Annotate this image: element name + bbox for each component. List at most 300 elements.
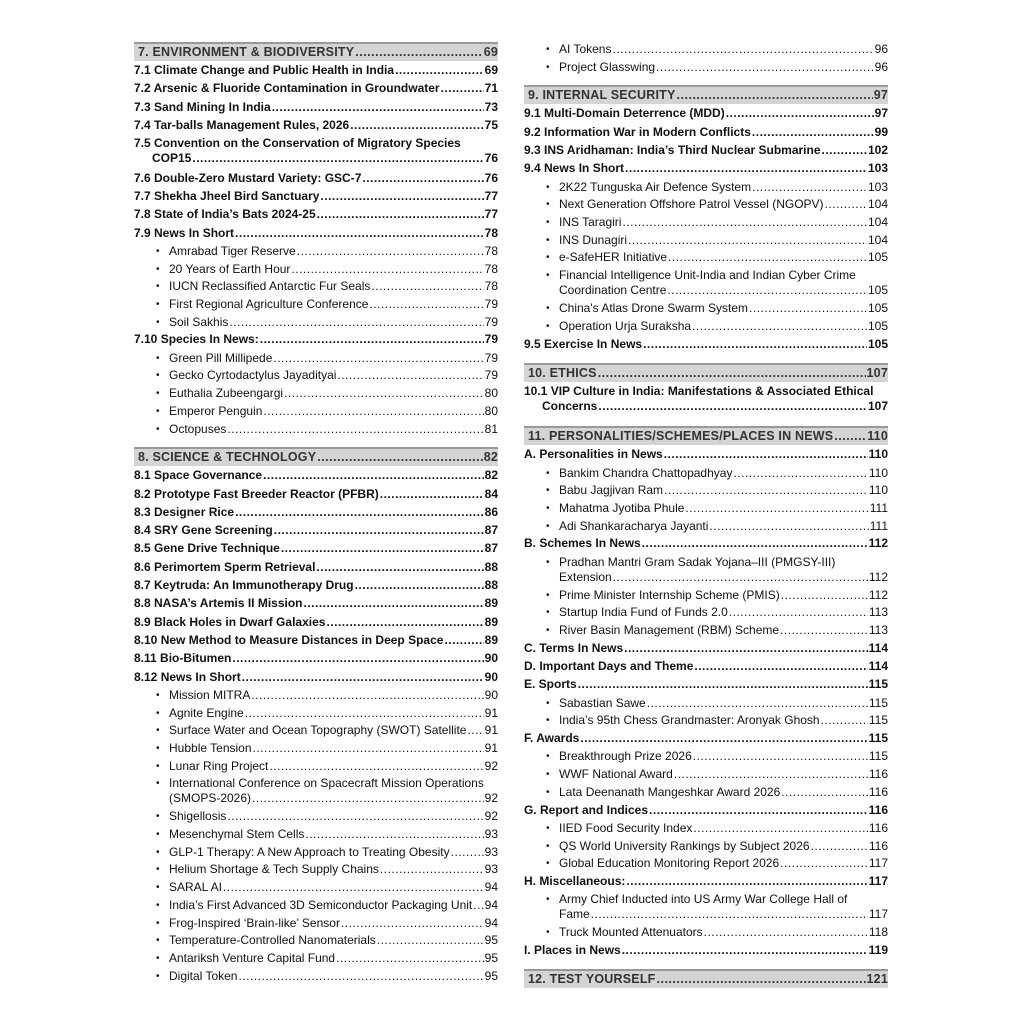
chapter-title: 7. ENVIRONMENT & BIODIVERSITY xyxy=(138,45,355,59)
entry-title: I. Places in News xyxy=(524,942,621,957)
entry-title-line2: Fame xyxy=(559,907,590,922)
toc-entry[interactable] xyxy=(134,505,498,520)
page-number: 82 xyxy=(483,450,498,465)
toc-entry[interactable] xyxy=(134,670,498,685)
page-number: 116 xyxy=(868,767,888,782)
leader-dots xyxy=(227,422,483,437)
toc-sub-entry[interactable] xyxy=(524,233,888,248)
entry-title: Sabastian Sawe xyxy=(559,695,646,710)
toc-entry[interactable] xyxy=(134,468,498,483)
leader-dots xyxy=(625,161,867,176)
entry-title: Gecko Cyrtodactylus Jayadityai xyxy=(169,368,337,383)
toc-sub-entry[interactable] xyxy=(524,42,888,57)
entry-title: Truck Mounted Attenuators xyxy=(559,925,703,940)
leader-dots xyxy=(694,659,867,674)
entry-title: Prime Minister Internship Scheme (PMIS) xyxy=(559,587,780,602)
entry-title-line2: Extension xyxy=(559,569,612,584)
entry-title-continued xyxy=(524,399,888,414)
page-number: 116 xyxy=(868,784,888,799)
page-number: 111 xyxy=(869,518,888,533)
bullet-icon: • xyxy=(546,927,550,939)
toc-sub-entry[interactable] xyxy=(524,483,888,498)
page-number: 78 xyxy=(484,279,498,294)
bullet-icon: • xyxy=(546,44,550,55)
entry-title: Emperor Penguin xyxy=(169,403,263,418)
page-number: 119 xyxy=(868,942,888,957)
chapter-heading[interactable] xyxy=(524,969,888,988)
page-number: 79 xyxy=(484,314,498,329)
toc-sub-entry[interactable] xyxy=(524,856,888,871)
toc-sub-entry[interactable] xyxy=(134,809,498,824)
toc-sub-entry[interactable] xyxy=(524,588,888,603)
leader-dots xyxy=(667,283,867,298)
toc-sub-entry[interactable] xyxy=(524,925,888,940)
entry-title: Financial Intelligence Unit-India and Indian Cyber Crime xyxy=(559,268,856,283)
page-number: 102 xyxy=(867,143,888,157)
leader-dots xyxy=(371,279,483,294)
bullet-icon: • xyxy=(546,786,550,798)
bullet-icon: • xyxy=(546,894,550,906)
leader-dots xyxy=(624,641,868,656)
entry-title: Mission MITRA xyxy=(169,687,251,702)
toc-entry[interactable] xyxy=(134,100,498,115)
toc-sub-entry[interactable] xyxy=(524,821,888,836)
toc-sub-entry[interactable] xyxy=(524,623,888,638)
leader-dots xyxy=(647,696,868,711)
page-number: 105 xyxy=(867,301,888,316)
leader-dots xyxy=(709,519,868,534)
bullet-icon: • xyxy=(546,858,550,870)
leader-dots xyxy=(336,951,484,966)
toc-sub-entry[interactable] xyxy=(134,297,498,312)
leader-dots xyxy=(626,874,867,889)
entry-title: 2K22 Tunguska Air Defence System xyxy=(559,179,752,194)
bullet-icon: • xyxy=(156,299,160,310)
bullet-icon: • xyxy=(156,370,160,382)
toc-entry[interactable] xyxy=(134,523,498,538)
toc-sub-entry[interactable] xyxy=(524,696,888,711)
toc-sub-entry[interactable] xyxy=(524,713,888,728)
leader-dots xyxy=(822,143,867,158)
page-number: 112 xyxy=(868,587,888,602)
leader-dots xyxy=(825,197,867,212)
entry-title: Amrabad Tiger Reserve xyxy=(169,243,296,258)
toc-sub-entry[interactable] xyxy=(134,969,498,984)
toc-entry[interactable] xyxy=(524,943,888,958)
entry-title: QS World University Rankings by Subject 2026 xyxy=(559,838,810,853)
toc-entry[interactable] xyxy=(134,596,498,611)
toc-entry[interactable] xyxy=(134,615,498,630)
entry-title: 20 Years of Earth Hour xyxy=(169,261,291,276)
bullet-icon: • xyxy=(156,742,160,754)
bullet-icon: • xyxy=(546,697,550,709)
toc-entry[interactable] xyxy=(134,633,498,648)
bullet-icon: • xyxy=(546,556,550,568)
page-number: 77 xyxy=(484,189,498,203)
leader-dots xyxy=(337,368,483,383)
toc-entry[interactable] xyxy=(134,560,498,575)
chapter-heading[interactable] xyxy=(524,363,888,382)
page-number: 90 xyxy=(484,651,498,666)
page-number: 117 xyxy=(868,873,888,888)
entry-title: WWF National Award xyxy=(559,767,673,782)
leader-dots xyxy=(674,767,868,782)
page-number: 90 xyxy=(484,687,498,702)
toc-sub-entry[interactable] xyxy=(524,519,888,534)
entry-title: B. Schemes In News xyxy=(524,536,641,551)
toc-entry[interactable] xyxy=(134,487,498,502)
leader-dots xyxy=(260,332,484,347)
leader-dots xyxy=(253,741,484,756)
toc-entry[interactable] xyxy=(524,125,888,140)
leader-dots xyxy=(291,262,483,277)
chapter-heading[interactable] xyxy=(524,426,888,445)
page-number: 116 xyxy=(868,838,888,853)
entry-title: 8.6 Perimortem Sperm Retrieval xyxy=(134,559,316,574)
page-number: 75 xyxy=(484,117,498,132)
leader-dots xyxy=(656,60,874,75)
entry-title: 8.11 Bio-Bitumen xyxy=(134,651,232,666)
page-number: 104 xyxy=(867,232,888,247)
entry-title: Startup India Fund of Funds 2.0 xyxy=(559,605,728,620)
toc-entry[interactable] xyxy=(524,536,888,551)
leader-dots xyxy=(304,596,484,611)
entry-title: 9.1 Multi-Domain Deterrence (MDD) xyxy=(524,106,725,121)
leader-dots xyxy=(664,447,868,462)
toc-sub-entry[interactable] xyxy=(524,767,888,782)
toc-entry[interactable] xyxy=(524,659,888,674)
page-number: 116 xyxy=(868,820,888,835)
leader-dots xyxy=(780,623,868,638)
leader-dots xyxy=(229,315,483,330)
toc-entry[interactable] xyxy=(134,541,498,556)
toc-sub-entry[interactable] xyxy=(134,827,498,842)
leader-dots xyxy=(341,916,484,931)
entry-title-continued xyxy=(559,907,888,922)
page-number: 94 xyxy=(484,915,498,930)
chapter-heading[interactable] xyxy=(134,42,498,61)
toc-sub-entry[interactable] xyxy=(134,422,498,437)
bullet-icon: • xyxy=(156,864,160,876)
toc-sub-entry[interactable] xyxy=(134,706,498,721)
page-number: 73 xyxy=(484,99,498,114)
leader-dots xyxy=(192,151,483,166)
toc-sub-entry[interactable] xyxy=(524,466,888,481)
toc-sub-entry[interactable] xyxy=(134,723,498,738)
toc-entry[interactable] xyxy=(134,81,498,96)
page-number: 97 xyxy=(874,106,888,121)
chapter-title: 11. PERSONALITIES/SCHEMES/PLACES IN NEWS xyxy=(528,429,834,444)
leader-dots xyxy=(317,449,482,466)
toc-sub-entry[interactable] xyxy=(134,315,498,330)
leader-dots xyxy=(235,505,484,520)
toc-entry[interactable] xyxy=(134,171,498,186)
bullet-icon: • xyxy=(156,707,160,719)
leader-dots xyxy=(473,898,483,913)
bullet-icon: • xyxy=(546,589,550,601)
entry-title: 7.8 State of India’s Bats 2024-25 xyxy=(134,207,316,222)
entry-title: 8.7 Keytruda: An Immunotherapy Drug xyxy=(134,578,354,592)
page-number: 82 xyxy=(484,468,498,483)
page-number: 91 xyxy=(484,740,498,755)
entry-title: Lata Deenanath Mangeshkar Award 2026 xyxy=(559,784,781,799)
page-number: 96 xyxy=(874,42,888,56)
toc-sub-entry[interactable] xyxy=(134,933,498,948)
page-number: 94 xyxy=(484,897,498,912)
toc-sub-entry[interactable] xyxy=(524,555,888,585)
leader-dots xyxy=(612,42,873,57)
bullet-icon: • xyxy=(156,725,160,737)
toc-sub-entry[interactable] xyxy=(134,759,498,774)
toc-sub-entry[interactable] xyxy=(524,501,888,516)
leader-dots xyxy=(752,180,867,195)
page-number: 87 xyxy=(484,523,498,538)
entry-title: H. Miscellaneous: xyxy=(524,873,626,888)
leader-dots xyxy=(677,87,873,104)
entry-title: 8.3 Designer Rice xyxy=(134,504,235,519)
leader-dots xyxy=(444,633,483,648)
toc-sub-entry[interactable] xyxy=(134,404,498,419)
entry-title: Digital Token xyxy=(169,968,238,983)
leader-dots xyxy=(297,244,484,259)
bullet-icon: • xyxy=(546,769,550,781)
page-number: 113 xyxy=(868,605,888,620)
toc-entry[interactable] xyxy=(134,136,498,166)
bullet-icon: • xyxy=(156,970,160,982)
page-number: 89 xyxy=(484,596,498,611)
toc-sub-entry[interactable] xyxy=(524,215,888,230)
toc-sub-entry[interactable] xyxy=(134,368,498,383)
entry-title: India’s First Advanced 3D Semiconductor Packaging Unit xyxy=(169,897,473,912)
chapter-heading[interactable] xyxy=(524,85,888,104)
toc-entry[interactable] xyxy=(524,384,888,414)
page-number: 80 xyxy=(484,403,498,418)
leader-dots xyxy=(305,827,483,842)
entry-title: 7.9 News In Short xyxy=(134,225,235,240)
toc-entry[interactable] xyxy=(134,189,498,204)
entry-title: 8.4 SRY Gene Screening xyxy=(134,523,273,538)
entry-title-continued xyxy=(169,791,498,806)
bullet-icon: • xyxy=(546,751,550,763)
leader-dots xyxy=(284,386,484,401)
entry-title: 7.7 Shekha Jheel Bird Sanctuary xyxy=(134,189,320,203)
leader-dots xyxy=(578,677,868,692)
toc-entry[interactable] xyxy=(524,803,888,818)
toc-entry[interactable] xyxy=(524,106,888,121)
bullet-icon: • xyxy=(156,689,160,701)
toc-sub-entry[interactable] xyxy=(134,776,498,806)
leader-dots xyxy=(232,651,483,666)
page-number: 121 xyxy=(866,972,888,987)
leader-dots xyxy=(441,81,484,96)
toc-sub-entry[interactable] xyxy=(524,319,888,334)
entry-title: Helium Shortage & Tech Supply Chains xyxy=(169,862,379,877)
entry-title: A. Personalities in News xyxy=(524,447,663,462)
toc-sub-entry[interactable] xyxy=(134,845,498,860)
leader-dots xyxy=(317,207,484,222)
toc-sub-entry[interactable] xyxy=(134,244,498,259)
entry-title: 9.2 Information War in Modern Conflicts xyxy=(524,124,751,139)
toc-sub-entry[interactable] xyxy=(134,386,498,401)
bullet-icon: • xyxy=(546,822,550,834)
toc-sub-entry[interactable] xyxy=(134,279,498,294)
toc-sub-entry[interactable] xyxy=(524,60,888,75)
toc-entry[interactable] xyxy=(524,874,888,889)
entry-title: River Basin Management (RBM) Scheme xyxy=(559,623,780,638)
page-number: 105 xyxy=(867,250,888,265)
chapter-line xyxy=(524,365,888,382)
chapter-title: 9. INTERNAL SECURITY xyxy=(528,88,676,103)
bullet-icon: • xyxy=(156,263,160,275)
toc-sub-entry[interactable] xyxy=(524,839,888,854)
toc-entry[interactable] xyxy=(524,161,888,176)
bullet-icon: • xyxy=(546,467,550,479)
toc-entry[interactable] xyxy=(134,578,498,593)
chapter-title: 12. TEST YOURSELF xyxy=(528,972,656,987)
page-number: 118 xyxy=(868,925,888,940)
bullet-icon: • xyxy=(156,316,160,328)
bullet-icon: • xyxy=(156,846,160,858)
entry-title: 7.4 Tar-balls Management Rules, 2026 xyxy=(134,117,350,132)
page-number: 105 xyxy=(867,336,888,351)
toc-sub-entry[interactable] xyxy=(524,268,888,298)
entry-title: 7.3 Sand Mining In India xyxy=(134,99,271,114)
page-number: 86 xyxy=(484,504,498,519)
toc-entry[interactable] xyxy=(524,677,888,692)
toc-sub-entry[interactable] xyxy=(524,180,888,195)
bullet-icon: • xyxy=(546,520,550,532)
page-number: 91 xyxy=(484,723,498,738)
entry-title: Army Chief Inducted into US Army War College Hall of xyxy=(559,892,848,907)
entry-title: Antariksh Venture Capital Fund xyxy=(169,950,336,965)
entry-title: Next Generation Offshore Patrol Vessel (NGOPV) xyxy=(559,197,824,212)
leader-dots xyxy=(320,189,483,204)
entry-title: 8.9 Black Holes in Dwarf Galaxies xyxy=(134,614,326,629)
toc-entry[interactable] xyxy=(134,226,498,241)
entry-title: International Conference on Spacecraft Mission Operations xyxy=(169,776,484,791)
page-number: 88 xyxy=(484,559,498,574)
toc-entry[interactable] xyxy=(134,63,498,78)
page-number: 114 xyxy=(868,640,888,655)
entry-title-continued xyxy=(559,570,888,585)
toc-entry[interactable] xyxy=(134,118,498,133)
toc-entry[interactable] xyxy=(524,731,888,746)
toc-sub-entry[interactable] xyxy=(524,301,888,316)
entry-title-continued xyxy=(559,283,888,298)
leader-dots xyxy=(622,943,868,958)
leader-dots xyxy=(704,925,868,940)
toc-sub-entry[interactable] xyxy=(134,262,498,277)
entry-title: 9.3 INS Aridhaman: India’s Third Nuclear Submarine xyxy=(524,143,821,157)
leader-dots xyxy=(781,588,868,603)
toc-sub-entry[interactable] xyxy=(524,785,888,800)
leader-dots xyxy=(235,226,484,241)
page-number: 110 xyxy=(868,447,888,462)
leader-dots xyxy=(227,809,483,824)
leader-dots xyxy=(251,688,483,703)
page-number: 103 xyxy=(867,179,888,194)
toc-entry[interactable] xyxy=(524,447,888,462)
leader-dots xyxy=(693,749,868,764)
toc-entry[interactable] xyxy=(134,207,498,222)
entry-title: Green Pill Millipede xyxy=(169,350,273,365)
toc-entry[interactable] xyxy=(524,337,888,352)
toc-entry[interactable] xyxy=(524,143,888,158)
leader-dots xyxy=(223,880,484,895)
page-number: 89 xyxy=(484,632,498,647)
toc-sub-entry[interactable] xyxy=(524,892,888,922)
toc-sub-entry[interactable] xyxy=(134,916,498,931)
leader-dots xyxy=(657,971,866,988)
entry-title: F. Awards xyxy=(524,731,580,746)
page-number: 92 xyxy=(484,791,498,806)
toc-sub-entry[interactable] xyxy=(134,880,498,895)
toc-sub-entry[interactable] xyxy=(134,351,498,366)
bullet-icon: • xyxy=(156,281,160,293)
page-number: 93 xyxy=(484,844,498,859)
leader-dots xyxy=(692,319,867,334)
toc-sub-entry[interactable] xyxy=(134,741,498,756)
chapter-heading[interactable] xyxy=(134,447,498,466)
toc-entry[interactable] xyxy=(134,651,498,666)
toc-sub-entry[interactable] xyxy=(524,197,888,212)
entry-title: AI Tokens xyxy=(559,42,612,56)
leader-dots xyxy=(467,723,483,738)
toc-sub-entry[interactable] xyxy=(134,951,498,966)
page-number: 104 xyxy=(867,215,888,229)
bullet-icon: • xyxy=(156,405,160,417)
entry-title-line2: Concerns xyxy=(542,398,598,413)
toc-sub-entry[interactable] xyxy=(524,250,888,265)
bullet-icon: • xyxy=(156,388,160,400)
toc-sub-entry[interactable] xyxy=(134,688,498,703)
entry-title: 7.5 Convention on the Conservation of Migratory Species xyxy=(134,136,461,151)
entry-title: 7.6 Double-Zero Mustard Variety: GSC-7 xyxy=(134,170,362,185)
entry-title: 10.1 VIP Culture in India: Manifestations & Associated Ethical xyxy=(524,383,874,398)
toc-entry[interactable] xyxy=(524,641,888,656)
page-number: 79 xyxy=(484,332,498,347)
entry-title: e-SafeHER Initiative xyxy=(559,250,668,265)
entry-title: Mahatma Jyotiba Phule xyxy=(559,501,685,515)
leader-dots xyxy=(749,301,867,316)
page-number: 112 xyxy=(868,569,888,584)
page-number: 95 xyxy=(484,968,498,983)
leader-dots xyxy=(622,215,867,230)
page-number: 78 xyxy=(484,225,498,240)
page-number: 84 xyxy=(484,486,498,501)
entry-title: First Regional Agriculture Conference xyxy=(169,297,369,311)
page-number: 71 xyxy=(484,81,498,96)
entry-title: 8.10 New Method to Measure Distances in Deep Space xyxy=(134,632,444,647)
entry-title-continued xyxy=(134,151,498,166)
toc-sub-entry[interactable] xyxy=(524,749,888,764)
leader-dots xyxy=(395,63,484,78)
toc-sub-entry[interactable] xyxy=(524,605,888,620)
leader-dots xyxy=(269,759,483,774)
toc-sub-entry[interactable] xyxy=(134,898,498,913)
toc-entry[interactable] xyxy=(134,332,498,347)
page-number: 78 xyxy=(484,243,498,258)
page-number: 110 xyxy=(868,483,888,498)
page-number: 110 xyxy=(868,465,888,480)
leader-dots xyxy=(316,560,483,575)
leader-dots xyxy=(380,862,484,877)
toc-sub-entry[interactable] xyxy=(134,862,498,877)
leader-dots xyxy=(649,803,868,818)
page-number: 105 xyxy=(867,318,888,333)
page-number: 89 xyxy=(484,614,498,629)
bullet-icon: • xyxy=(546,320,550,332)
